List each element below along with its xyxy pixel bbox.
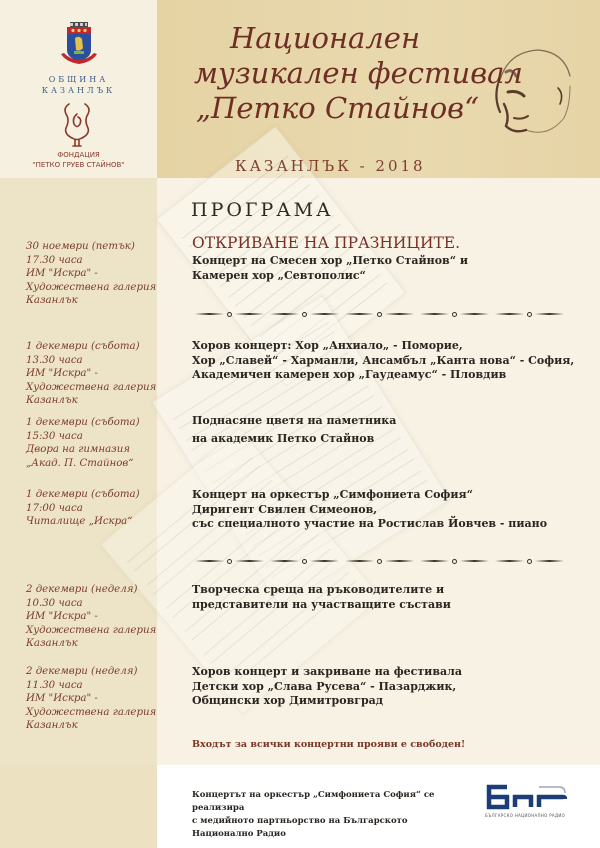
- event-time: 17:00 часа: [26, 502, 83, 514]
- event-line: Концерт на оркестър „Симфониета София“: [192, 488, 473, 501]
- festival-title-line2: музикален фестивал: [194, 56, 523, 90]
- event-time: 13.30 часа: [26, 354, 83, 366]
- event-line: със специалното участие на Ростислав Йовчев - пиано: [192, 517, 548, 531]
- event-venue: Казанлък: [26, 720, 78, 731]
- event-venue: ИМ "Искра" -: [26, 268, 98, 279]
- festival-title-line1: Национален: [230, 21, 421, 55]
- event-line: на академик Петко Стайнов: [192, 432, 375, 445]
- event-date-block: [26, 583, 161, 651]
- media-partner-note: [192, 789, 452, 841]
- event-venue: Художествена галерия: [26, 624, 157, 636]
- event-description: [192, 339, 592, 383]
- foundation-label-line2: "ПЕТКО ГРУЕВ СТАЙНОВ": [32, 161, 125, 169]
- event-line: Хоров концерт: Хор „Анхиало„ - Поморие,: [192, 339, 463, 352]
- event-description: [192, 488, 592, 532]
- event-time: 17.30 часа: [26, 254, 83, 266]
- event-date: 1 декември (събота): [26, 417, 140, 428]
- event-venue: Казанлък: [26, 395, 78, 406]
- event-venue: Казанлък: [26, 295, 78, 306]
- event-line: Детски хор „Слава Русева“ - Пазарджик,: [192, 679, 457, 693]
- event-venue: Художествена галерия: [26, 706, 157, 718]
- event-time: 10.30 часа: [26, 597, 83, 609]
- event-line: Хор „Славей“ - Харманли, Ансамбъл „Канта нова“ - София,: [192, 353, 575, 367]
- composer-portrait-sketch-icon: [478, 38, 588, 150]
- event-venue: Художествена галерия: [26, 281, 157, 293]
- event-date-block: [26, 240, 161, 308]
- municipality-label-line1: ОБЩИНА: [48, 75, 109, 84]
- event-date-block: [26, 340, 161, 408]
- event-date: 1 декември (събота): [26, 489, 140, 500]
- event-line: Хоров концерт и закриване на фестивала: [192, 665, 462, 678]
- event-date: 2 декември (неделя): [26, 666, 138, 677]
- foundation-label-line1: ФОНДАЦИЯ: [57, 151, 100, 159]
- event-line: Камерен хор „Севтополис“: [192, 268, 366, 282]
- lyre-logo-icon: [60, 100, 94, 148]
- bnr-caption: БЪЛГАРСКО НАЦИОНАЛНО РАДИО: [485, 813, 566, 818]
- event-description: [192, 583, 592, 612]
- event-date: 30 ноември (петък): [26, 241, 135, 252]
- event-line: Концерт на Смесен хор „Петко Стайнов“ и: [192, 254, 469, 267]
- left-bottom-panel: [0, 765, 157, 848]
- festival-title-line3: „Петко Стайнов“: [196, 91, 479, 125]
- event-date: 1 декември (събота): [26, 341, 140, 352]
- event-line: Академичен камерен хор „Гаудеамус“ - Пловдив: [192, 368, 507, 382]
- event-venue: ИМ "Искра" -: [26, 611, 98, 622]
- free-entry-notice: Входът за всички концертни прояви е свободен!: [192, 739, 466, 750]
- kazanlak-coat-of-arms-icon: [58, 22, 100, 66]
- foundation-label: [0, 150, 157, 170]
- event-venue: Художествена галерия: [26, 381, 157, 393]
- event-line: Поднасяне цветя на паметника: [192, 414, 397, 427]
- event-description: [192, 254, 592, 283]
- opening-heading: ОТКРИВАНЕ НА ПРАЗНИЦИТЕ.: [192, 234, 461, 252]
- event-line: Диригент Свилен Симеонов,: [192, 502, 378, 516]
- event-date-block: [26, 416, 161, 470]
- event-description: [192, 665, 592, 709]
- event-venue: ИМ "Искра" -: [26, 693, 98, 704]
- event-venue: Двора на гимназия: [26, 444, 131, 455]
- event-date: 2 декември (неделя): [26, 584, 138, 595]
- event-description: [192, 412, 592, 448]
- event-time: 15:30 часа: [26, 430, 83, 442]
- city-year: КАЗАНЛЪК - 2018: [235, 157, 426, 175]
- program-heading: ПРОГРАМА: [191, 199, 334, 221]
- event-line: Творческа среща на ръководителите и: [192, 583, 445, 596]
- event-line: Общински хор Димитровград: [192, 694, 384, 708]
- media-partner-note-line1: Концертът на оркестър „Симфониета София“ се реализира: [192, 790, 435, 813]
- event-venue: Казанлък: [26, 638, 78, 649]
- municipality-label-line2: КАЗАНЛЪК: [41, 86, 116, 95]
- event-date-block: [26, 665, 161, 733]
- ornamental-divider: [192, 310, 567, 318]
- event-venue: ИМ "Искра" -: [26, 368, 98, 379]
- bnr-radio-logo-icon: [485, 784, 567, 810]
- media-partner-note-line2: с медийното партньорство на Българското Национално Радио: [192, 816, 408, 839]
- municipality-label: [0, 74, 157, 96]
- ornamental-divider: [192, 557, 567, 565]
- event-time: 11.30 часа: [26, 679, 83, 691]
- event-date-block: [26, 488, 161, 529]
- event-line: представители на участващите състави: [192, 597, 451, 611]
- event-venue: Читалище „Искра“: [26, 516, 133, 527]
- event-venue: „Акад. П. Стайнов“: [26, 457, 134, 469]
